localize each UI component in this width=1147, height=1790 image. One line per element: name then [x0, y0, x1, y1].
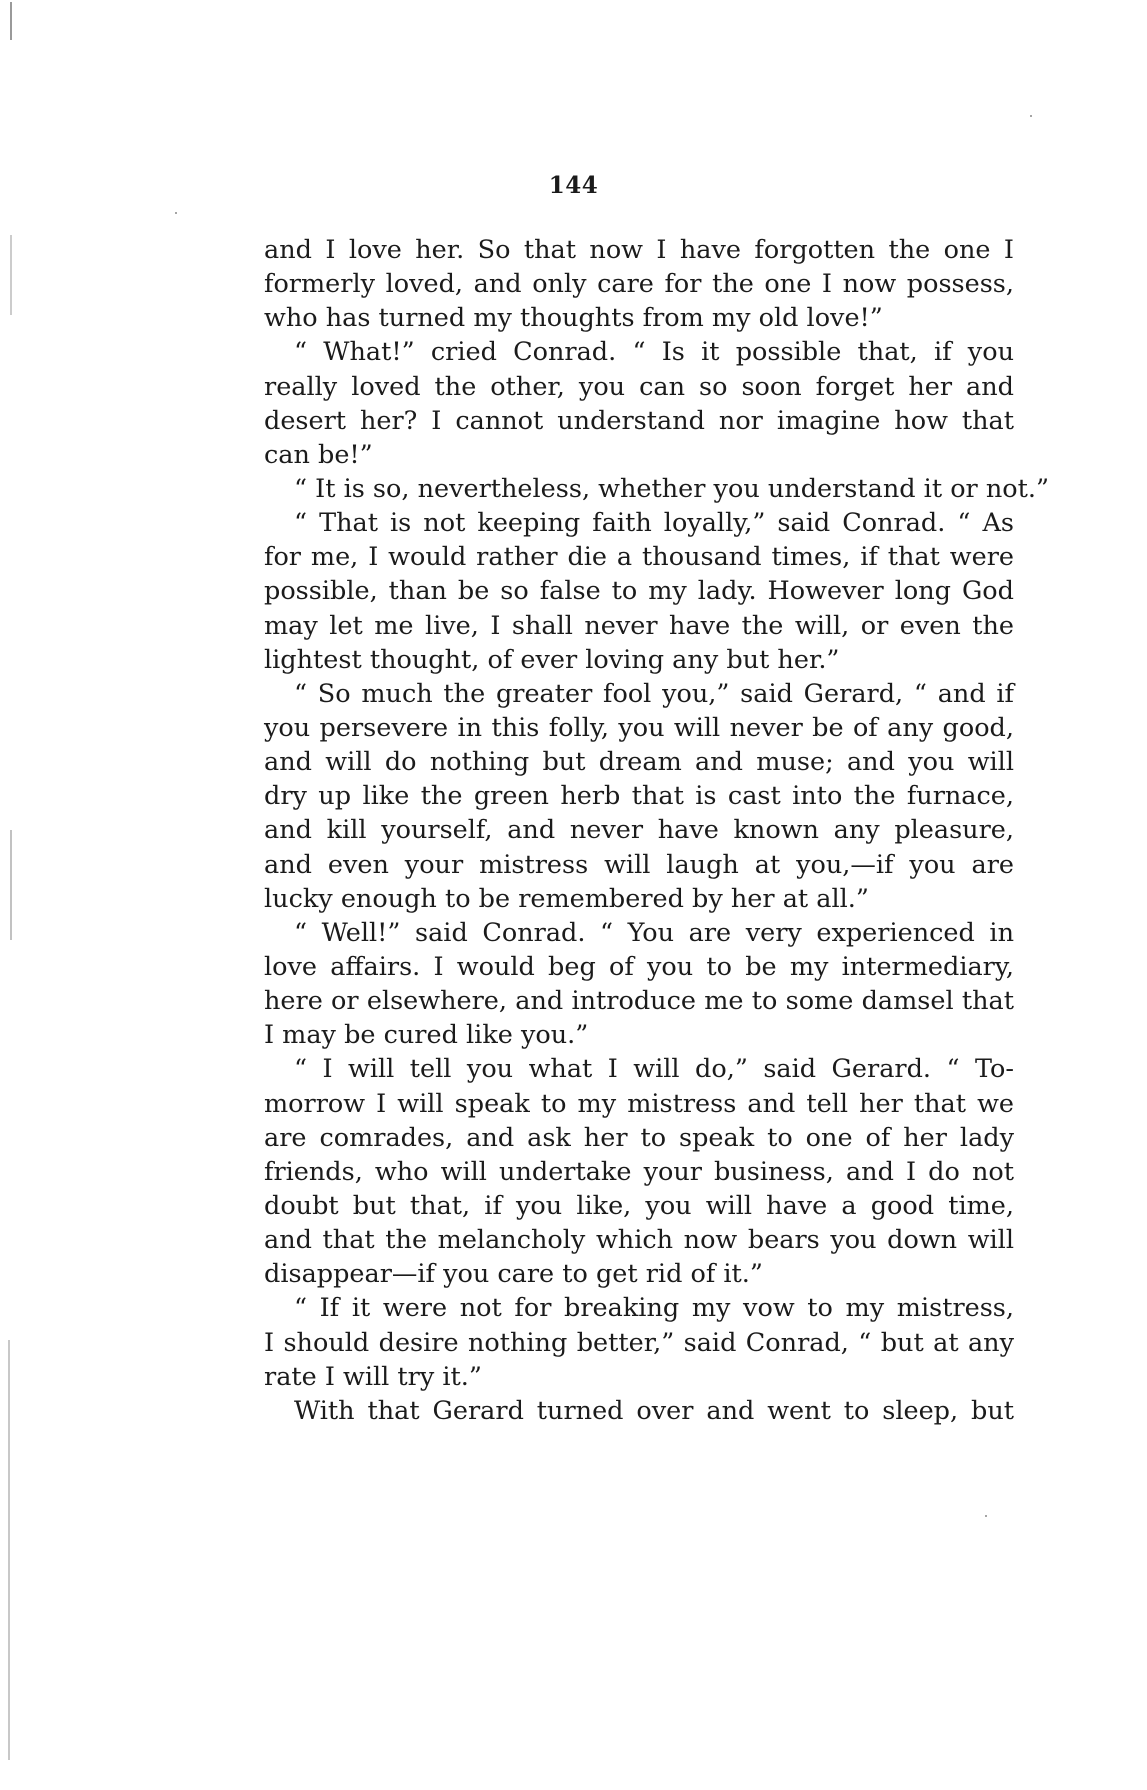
body-text — [264, 233, 1050, 1428]
scan-speck — [985, 1515, 987, 1517]
text-line: lightest thought, of ever loving any but her.” — [264, 644, 840, 675]
text-line: doubt but that, if you like, you will have a good time, — [264, 1190, 1014, 1221]
text-line: and kill yourself, and never have known any pleasure, — [264, 815, 1014, 846]
text-line: I may be cured like you.” — [264, 1020, 589, 1051]
text-line: may let me live, I shall never have the will, or even the — [264, 610, 1014, 641]
text-line: and even your mistress will laugh at you,—if you are — [264, 849, 1014, 880]
text-line: can be!” — [264, 439, 373, 470]
text-line: With that Gerard turned over and went to sleep, but — [294, 1395, 1014, 1426]
text-line: “ It is so, nevertheless, whether you understand it or not.” — [294, 473, 1050, 504]
text-line: possible, than be so false to my lady. However long God — [264, 576, 1014, 607]
scan-speck — [1030, 115, 1032, 117]
text-line: morrow I will speak to my mistress and tell her that we — [264, 1088, 1014, 1119]
text-line: “ What!” cried Conrad. “ Is it possible that, if you — [294, 337, 1014, 368]
text-line: and that the melancholy which now bears you down will — [264, 1225, 1014, 1256]
scan-edge-mark — [10, 235, 12, 315]
text-line: desert her? I cannot understand nor imagine how that — [264, 405, 1014, 436]
text-line: here or elsewhere, and introduce me to some damsel that — [264, 986, 1014, 1017]
text-line: and will do nothing but dream and muse; and you will — [264, 747, 1014, 778]
page-number: 144 — [548, 172, 599, 199]
text-line: “ Well!” said Conrad. “ You are very experienced in — [294, 917, 1014, 948]
text-line: for me, I would rather die a thousand times, if that were — [264, 542, 1014, 573]
text-line: you persevere in this folly, you will never be of any good, — [264, 712, 1014, 743]
text-line: love affairs. I would beg of you to be my intermediary, — [264, 951, 1014, 982]
scan-edge-mark — [8, 1340, 10, 1760]
text-line: formerly loved, and only care for the one I now possess, — [264, 269, 1014, 300]
text-line: “ So much the greater fool you,” said Gerard, “ and if — [294, 678, 1014, 709]
text-line: lucky enough to be remembered by her at all.” — [264, 883, 869, 914]
text-line: dry up like the green herb that is cast into the furnace, — [264, 781, 1014, 812]
text-line: friends, who will undertake your business, and I do not — [264, 1156, 1014, 1187]
text-line: rate I will try it.” — [264, 1361, 482, 1392]
text-line: “ If it were not for breaking my vow to my mistress, — [294, 1293, 1014, 1324]
scan-edge-mark — [10, 2, 12, 40]
text-line: who has turned my thoughts from my old love!” — [264, 303, 883, 334]
text-line: are comrades, and ask her to speak to one of her lady — [264, 1122, 1014, 1153]
scan-speck — [175, 212, 177, 214]
text-line: “ That is not keeping faith loyally,” said Conrad. “ As — [294, 508, 1014, 539]
text-line: I should desire nothing better,” said Conrad, “ but at any — [264, 1327, 1014, 1358]
text-line: and I love her. So that now I have forgotten the one I — [264, 235, 1014, 265]
text-line: disappear—if you care to get rid of it.” — [264, 1259, 763, 1290]
scan-edge-mark — [10, 830, 12, 940]
text-line: “ I will tell you what I will do,” said Gerard. “ To- — [294, 1054, 1014, 1085]
text-line: really loved the other, you can so soon forget her and — [264, 371, 1014, 402]
